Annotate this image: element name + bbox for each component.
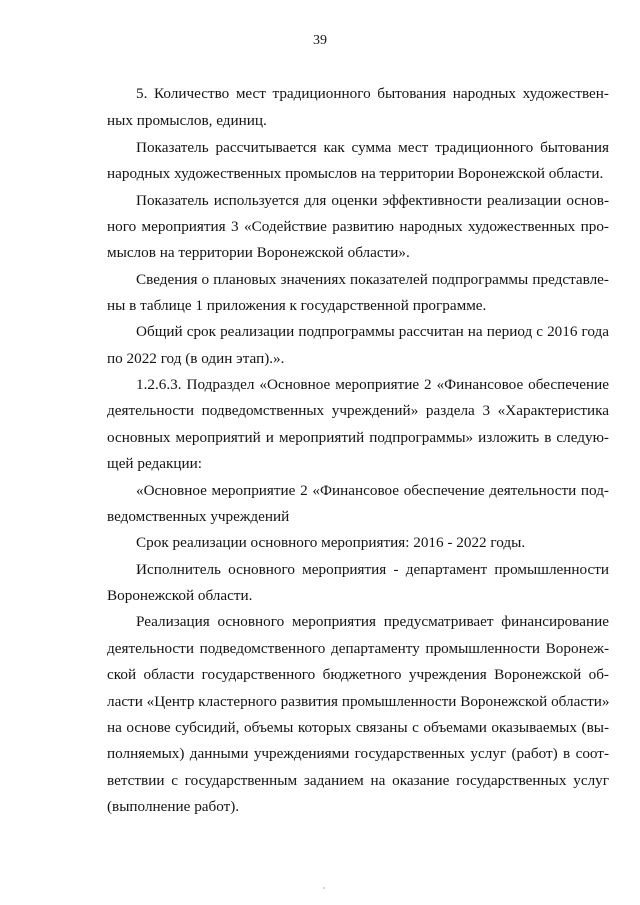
text-line: ской области государственного бюджетного учреждения Воронежской об-: [107, 666, 609, 683]
text-line: деятельности подведомственных учреждений» раздела 3 «Характеристика: [107, 402, 609, 419]
text-line: Показатель рассчитывается как сумма мест традиционного бытования: [136, 139, 609, 156]
page-number: 39: [313, 33, 327, 48]
text-line: мыслов на территории Воронежской области».: [107, 244, 410, 261]
text-line: 5. Количество мест традиционного бытования народных художествен-: [136, 85, 609, 102]
text-line: (выполнение работ).: [107, 798, 240, 815]
text-line: по 2022 год (в один этап).».: [107, 350, 285, 367]
text-line: на основе субсидий, объемы которых связаны с объемами оказываемых (вы-: [107, 719, 609, 736]
text-line: Показатель используется для оценки эффективности реализации основ-: [136, 192, 609, 209]
text-line: Воронежской области.: [107, 587, 253, 604]
text-line: Общий срок реализации подпрограммы рассчитан на период с 2016 года: [136, 323, 609, 340]
text-line: «Основное мероприятие 2 «Финансовое обеспечение деятельности под-: [136, 482, 609, 499]
text-line: Исполнитель основного мероприятия - департамент промышленности: [136, 561, 609, 578]
text-line: полняемых) данными учреждениями государственных услуг (работ) в соот-: [107, 745, 609, 762]
text-line: деятельности подведомственного департаменту промышленности Воронеж-: [107, 640, 609, 657]
text-line: 1.2.6.3. Подраздел «Основное мероприятие 2 «Финансовое обеспечение: [136, 376, 609, 393]
text-line: щей редакции:: [107, 455, 202, 472]
text-line: основных мероприятий и мероприятий подпрограммы» изложить в следую-: [107, 429, 609, 446]
text-line: ласти «Центр кластерного развития промышленности Воронежской области»: [107, 693, 610, 710]
text-line: Реализация основного мероприятия предусматривает финансирование: [136, 613, 609, 630]
text-line: Срок реализации основного мероприятия: 2016 - 2022 годы.: [136, 534, 526, 551]
text-line: народных художественных промыслов на территории Воронежской области.: [107, 165, 604, 182]
text-line: ных промыслов, единиц.: [107, 112, 267, 129]
text-line: ны в таблице 1 приложения к государственной программе.: [107, 297, 487, 314]
text-line: ного мероприятия 3 «Содействие развитию народных художественных про-: [107, 218, 609, 235]
text-line: Сведения о плановых значениях показателей подпрограммы представле-: [136, 271, 609, 288]
scan-speck: [323, 887, 325, 889]
text-line: ведомственных учреждений: [107, 508, 290, 525]
text-line: ветствии с государственным заданием на оказание государственных услуг: [107, 772, 609, 789]
